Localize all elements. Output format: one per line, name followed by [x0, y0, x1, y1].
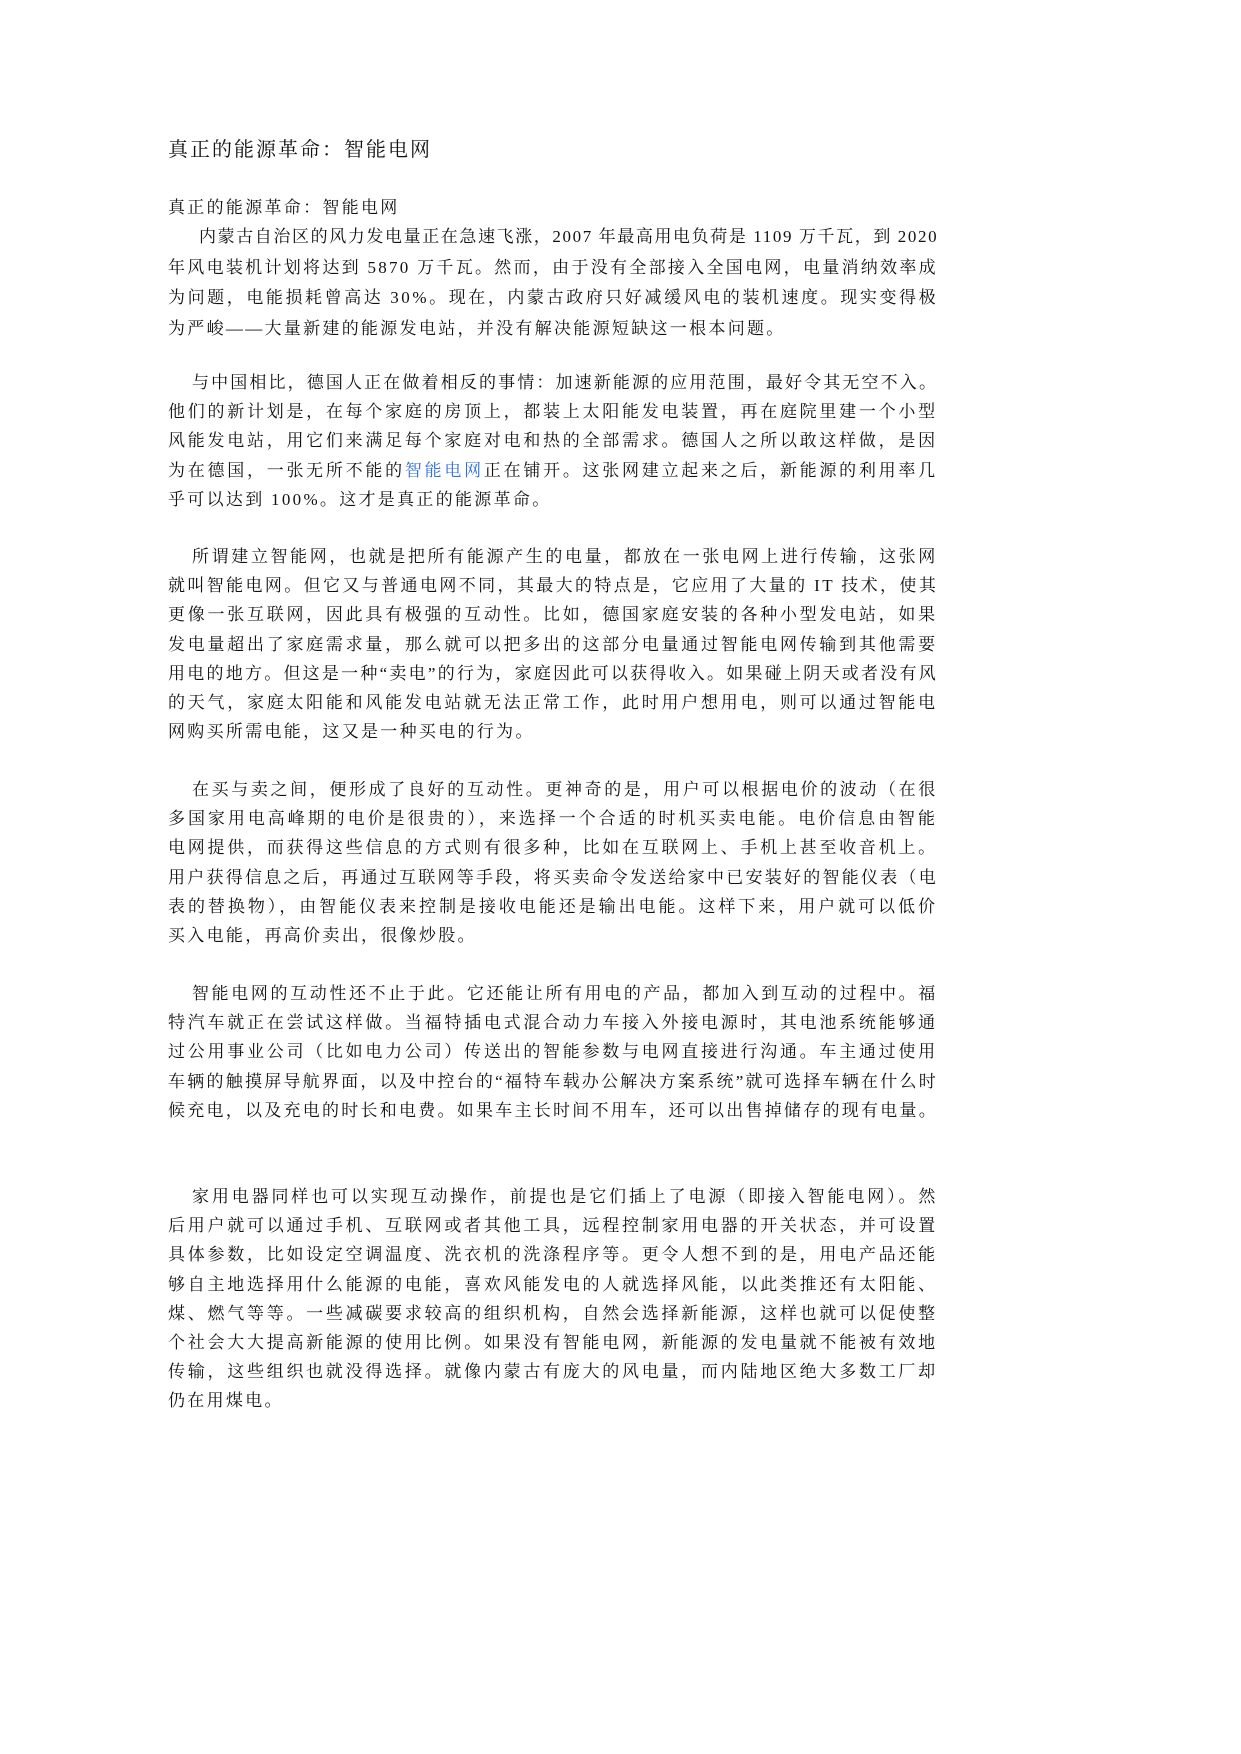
paragraph-6-line-4: 够自主地选择用什么能源的电能，喜欢风能发电的人就选择风能，以此类推还有太阳能、: [168, 1274, 938, 1294]
paragraph-4-line-3: 电网提供，而获得这些信息的方式则有很多种，比如在互联网上、手机上甚至收音机上。: [168, 838, 938, 858]
paragraph-6-line-8: 仍在用煤电。: [168, 1391, 284, 1411]
paragraph-2-line-5: 乎可以达到 100%。这才是真正的能源革命。: [168, 489, 552, 509]
paragraph-3: [168, 542, 938, 746]
paragraph-3-line-5: 用电的地方。但这是一种“卖电”的行为，家庭因此可以获得收入。如果碰上阴天或者没有风: [168, 663, 938, 683]
paragraph-2-line-4-before: 为在德国，一张无所不能的: [168, 460, 405, 480]
paragraph-5-line-1: 智能电网的互动性还不止于此。它还能让所有用电的产品，都加入到互动的过程中。福: [192, 984, 938, 1003]
paragraph-3-line-6: 的天气，家庭太阳能和风能发电站就无法正常工作，此时用户想用电，则可以通过智能电: [168, 693, 938, 713]
paragraph-5-line-3: 过公用事业公司（比如电力公司）传送出的智能参数与电网直接进行沟通。车主通过使用: [168, 1042, 938, 1062]
paragraph-2-line-4-after: 正在铺开。这张网建立起来之后，新能源的利用率几: [483, 460, 938, 480]
paragraph-3-line-4: 发电量超出了家庭需求量，那么就可以把多出的这部分电量通过智能电网传输到其他需要: [168, 634, 938, 654]
document-title: 真正的能源革命：智能电网: [168, 139, 432, 161]
paragraph-4-line-4: 用户获得信息之后，再通过互联网等手段，将买卖命令发送给家中已安装好的智能仪表（电: [168, 867, 938, 887]
document-subtitle: 真正的能源革命：智能电网: [168, 198, 400, 217]
paragraph-1: [168, 222, 938, 344]
paragraph-6-line-6: 个社会大大提高新能源的使用比例。如果没有智能电网，新能源的发电量就不能被有效地: [168, 1333, 938, 1353]
paragraph-5: [168, 979, 938, 1125]
paragraph-4-line-6: 买入电能，再高价卖出，很像炒股。: [168, 926, 477, 946]
paragraph-6: [168, 1182, 938, 1416]
paragraph-4-line-2: 多国家用电高峰期的电价是很贵的），来选择一个合适的时机买卖电能。电价信息由智能: [168, 809, 938, 829]
paragraph-4-line-1: 在买与卖之间，便形成了良好的互动性。更神奇的是，用户可以根据电价的波动（在很: [192, 780, 938, 799]
paragraph-6-line-1: 家用电器同样也可以实现互动操作，前提也是它们插上了电源（即接入智能电网）。然: [192, 1187, 939, 1206]
paragraph-1-line-3: 为问题，电能损耗曾高达 30%。现在，内蒙古政府只好减缓风电的装机速度。现实变得极: [168, 288, 939, 307]
paragraph-3-line-2: 就叫智能电网。但它又与普通电网不同，其最大的特点是，它应用了大量的 IT 技术，使其: [168, 576, 939, 596]
paragraph-5-line-5: 候充电，以及充电的时长和电费。如果车主长时间不用车，还可以出售掉储存的现有电量。: [168, 1100, 938, 1120]
paragraph-2: [168, 368, 938, 514]
paragraph-6-line-3: 具体参数，比如设定空调温度、洗衣机的洗涤程序等。更令人想不到的是，用电产品还能: [168, 1245, 938, 1265]
paragraph-5-line-4: 车辆的触摸屏导航界面，以及中控台的“福特车载办公解决方案系统”就可选择车辆在什么时: [168, 1071, 938, 1091]
paragraph-2-line-1: 与中国相比，德国人正在做着相反的事情：加速新能源的应用范围，最好令其无空不入。: [192, 373, 939, 392]
smart-grid-link[interactable]: 智能电网: [404, 460, 484, 480]
paragraph-4: [168, 775, 938, 950]
paragraph-2-line-3: 风能发电站，用它们来满足每个家庭对电和热的全部需求。德国人之所以敢这样做，是因: [168, 431, 938, 451]
paragraph-3-line-7: 网购买所需电能，这又是一种买电的行为。: [168, 722, 535, 742]
paragraph-6-line-2: 后用户就可以通过手机、互联网或者其他工具，远程控制家用电器的开关状态，并可设置: [168, 1216, 938, 1236]
paragraph-2-line-2: 他们的新计划是，在每个家庭的房顶上，都装上太阳能发电装置，再在庭院里建一个小型: [168, 402, 938, 422]
paragraph-1-line-1: 内蒙古自治区的风力发电量正在急速飞涨，2007 年最高用电负荷是 1109 万千瓦，到 2020: [199, 227, 939, 246]
paragraph-3-line-1: 所谓建立智能网，也就是把所有能源产生的电量，都放在一张电网上进行传输，这张网: [192, 547, 938, 566]
paragraph-6-line-7: 传输，这些组织也就没得选择。就像内蒙古有庞大的风电量，而内陆地区绝大多数工厂却: [168, 1362, 938, 1382]
paragraph-6-line-5: 煤、燃气等等。一些减碳要求较高的组织机构，自然会选择新能源，这样也就可以促使整: [168, 1303, 938, 1323]
paragraph-3-line-3: 更像一张互联网，因此具有极强的互动性。比如，德国家庭安装的各种小型发电站，如果: [168, 605, 938, 625]
paragraph-1-line-4: 为严峻——大量新建的能源发电站，并没有解决能源短缺这一根本问题。: [168, 318, 786, 338]
paragraph-2-line-4: [168, 456, 938, 485]
paragraph-5-line-2: 特汽车就正在尝试这样做。当福特插电式混合动力车接入外接电源时，其电池系统能够通: [168, 1013, 938, 1033]
paragraph-1-line-2: 年风电装机计划将达到 5870 万千瓦。然而，由于没有全部接入全国电网，电量消纳效率成: [168, 257, 938, 277]
paragraph-4-line-5: 表的替换物），由智能仪表来控制是接收电能还是输出电能。这样下来，用户就可以低价: [168, 896, 938, 916]
